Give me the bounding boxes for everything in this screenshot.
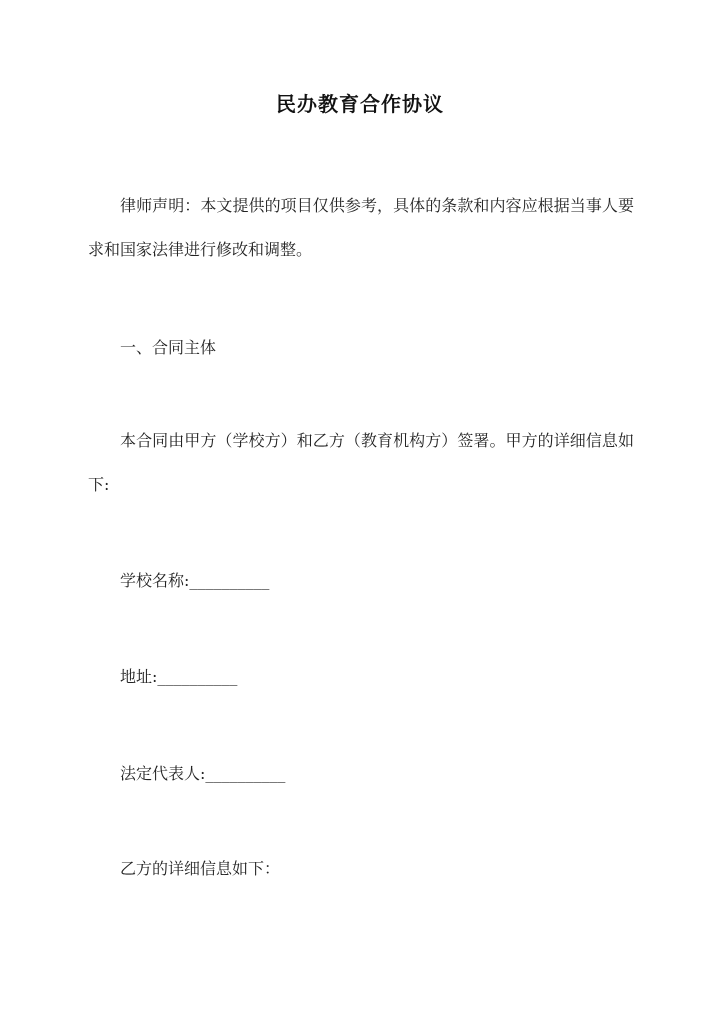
field-legal-representative: 法定代表人:__________: [120, 764, 286, 783]
field-school-name: 学校名称:__________: [120, 571, 270, 590]
intro-paragraph: 本合同由甲方（学校方）和乙方（教育机构方）签署。甲方的详细信息如下:: [88, 431, 634, 494]
disclaimer-paragraph: 律师声明：本文提供的项目仅供参考，具体的条款和内容应根据当事人要求和国家法律进行修改和调整。: [88, 196, 634, 259]
party-b-heading: 乙方的详细信息如下：: [120, 859, 281, 878]
document-title: 民办教育合作协议: [276, 92, 444, 116]
section-heading: 一、合同主体: [120, 338, 217, 357]
field-address: 地址:__________: [120, 667, 238, 686]
